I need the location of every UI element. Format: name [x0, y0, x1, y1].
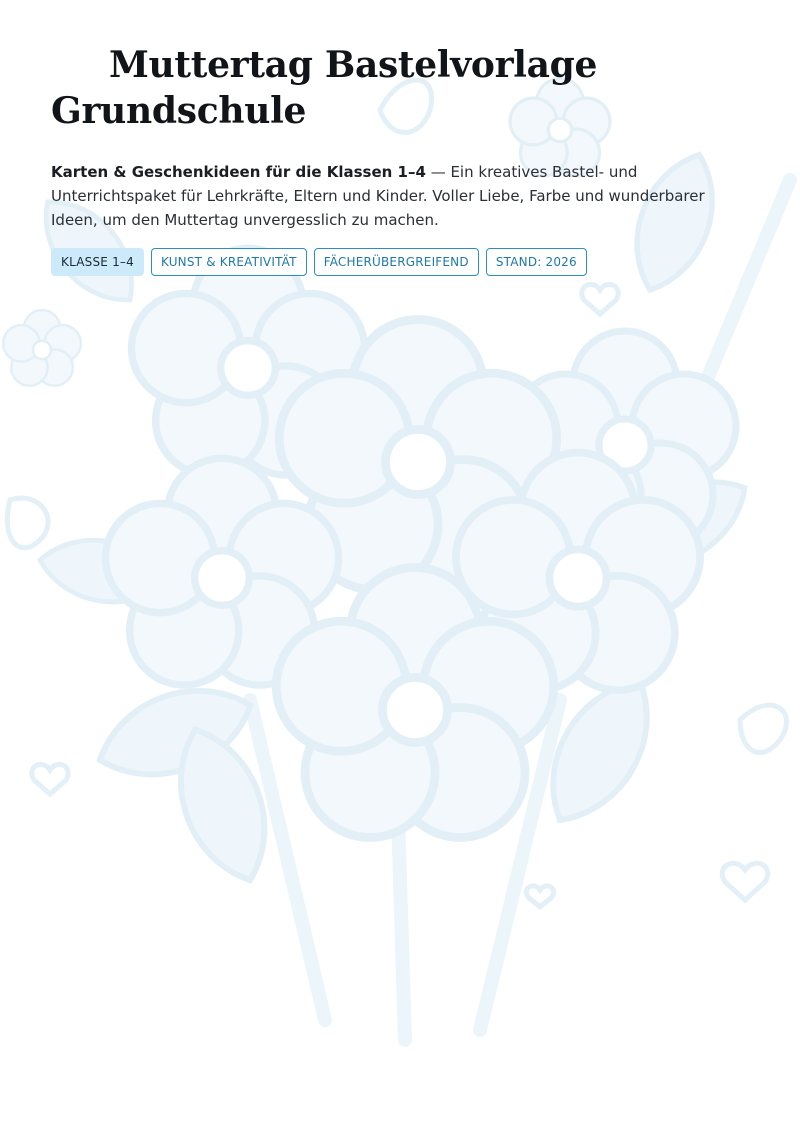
tag-crosscurricular: FÄCHERÜBERGREIFEND	[314, 248, 479, 276]
intro-text: — Ein kreatives Bastel- und Unterrichtspaket für Lehrkräfte, Eltern und Kinder. Voller Liebe, Farbe und wunderbarer Ideen, um den Muttertag unvergesslich zu machen.	[51, 163, 705, 229]
intro-paragraph	[51, 160, 741, 232]
tag-list	[51, 248, 587, 276]
page-title: Muttertag Bastelvorlage Grundschule	[51, 44, 598, 132]
tag-date: STAND: 2026	[486, 248, 587, 276]
tag-subject: KUNST & KREATIVITÄT	[151, 248, 307, 276]
intro-lead: Karten & Geschenkideen für die Klassen 1–4	[51, 163, 426, 181]
tag-grade: KLASSE 1–4	[51, 248, 144, 276]
